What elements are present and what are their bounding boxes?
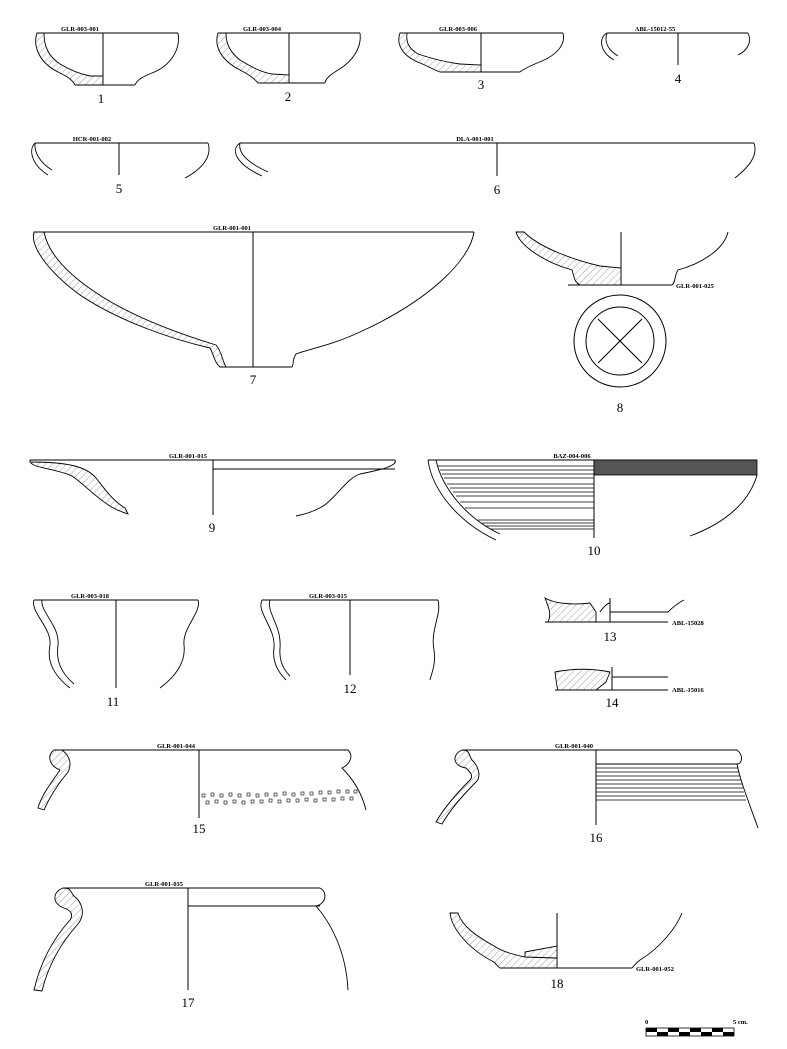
figure-7: [33, 225, 474, 387]
figure-16: [436, 743, 758, 845]
figure-9-code: GLR-001-015: [169, 453, 207, 460]
figure-10-number: 10: [587, 543, 601, 558]
figure-14-number: 14: [605, 695, 619, 710]
figure-9: [30, 453, 395, 535]
incised-grooves: [438, 466, 594, 529]
figure-17-code: GLR-001-035: [145, 881, 183, 888]
figure-5: [32, 136, 209, 196]
figure-14: [555, 667, 705, 710]
figure-8-number: 8: [616, 400, 624, 415]
figure-13: [545, 598, 705, 644]
figure-15: [38, 743, 366, 836]
figure-10: [428, 453, 757, 558]
figure-12-code: GLR-003-015: [309, 593, 347, 600]
body-grooves: [596, 768, 746, 800]
figure-18-number: 18: [550, 976, 564, 991]
figure-16-number: 16: [589, 830, 603, 845]
figure-14-code: ABL-15016: [672, 687, 704, 694]
figure-11: [34, 593, 199, 709]
figure-2-code: GLR-003-004: [243, 26, 281, 33]
figure-13-code: ABL-15028: [672, 620, 704, 627]
figure-17-number: 17: [181, 995, 195, 1010]
figure-2-number: 2: [284, 89, 292, 104]
figure-12-number: 12: [343, 681, 357, 696]
figure-3-number: 3: [477, 77, 485, 92]
figure-1: [36, 26, 179, 106]
figure-12: [261, 593, 439, 696]
figure-3-code: GLR-003-006: [439, 26, 477, 33]
slip-band: [594, 460, 757, 475]
figure-6: [235, 136, 755, 197]
impressed-dot-band: [202, 790, 357, 804]
figure-11-number: 11: [106, 694, 120, 709]
figure-18: [450, 913, 682, 991]
figure-5-code: HCR-001-002: [72, 136, 112, 143]
figure-1-code: GLR-003-001: [61, 26, 99, 33]
figure-13-number: 13: [603, 629, 617, 644]
scale-start-label: 0: [645, 1019, 649, 1026]
figure-8-code: GLR-001-025: [676, 283, 714, 290]
figure-8: [516, 232, 728, 415]
figure-4: [602, 26, 750, 86]
scale-bar: [645, 1019, 748, 1036]
figure-16-code: GLR-001-040: [555, 743, 593, 750]
figure-18-code: GLR-001-052: [636, 966, 674, 973]
figure-7-number: 7: [249, 372, 257, 387]
figure-11-code: GLR-003-018: [71, 593, 109, 600]
figure-1-number: 1: [97, 91, 105, 106]
figure-15-number: 15: [192, 821, 206, 836]
figure-5-number: 5: [115, 181, 123, 196]
figure-17: [34, 881, 348, 1010]
figure-2: [217, 26, 360, 104]
figure-10-code: BAZ-004-006: [553, 453, 591, 460]
figure-4-code: ABL-15012-55: [634, 26, 676, 33]
figure-6-number: 6: [493, 182, 501, 197]
figure-6-code: DLA-001-001: [456, 136, 494, 143]
figure-15-code: GLR-001-044: [157, 743, 195, 750]
figure-7-code: GLR-001-001: [213, 225, 251, 232]
figure-4-number: 4: [674, 71, 682, 86]
figure-9-number: 9: [208, 520, 216, 535]
scale-end-label: 5 cm.: [733, 1019, 748, 1026]
figure-3: [399, 26, 564, 92]
